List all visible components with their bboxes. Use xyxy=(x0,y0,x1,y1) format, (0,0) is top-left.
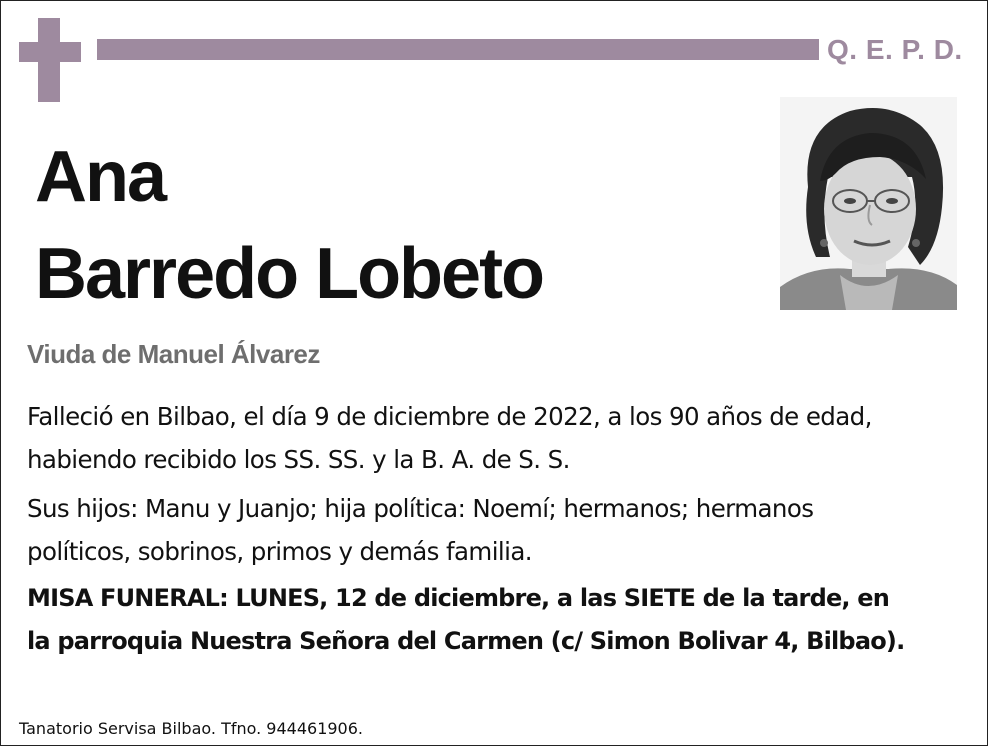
first-name: Ana xyxy=(35,137,166,217)
cross-icon xyxy=(19,18,81,102)
funeral-paragraph xyxy=(27,577,967,663)
qepd-label: Q. E. P. D. xyxy=(827,34,963,65)
header-rule xyxy=(97,39,819,60)
portrait-image xyxy=(780,97,957,310)
portrait-photo xyxy=(780,97,957,310)
funeral-line: la parroquia Nuestra Señora del Carmen (c/ Simon Bolivar 4, Bilbao). xyxy=(27,627,905,655)
family-paragraph xyxy=(27,487,967,573)
family-line: Sus hijos: Manu y Juanjo; hija política: Noemí; hermanos; hermanos xyxy=(27,494,814,523)
death-paragraph xyxy=(27,395,967,481)
funeral-line: MISA FUNERAL: LUNES, 12 de diciembre, a las SIETE de la tarde, en xyxy=(27,584,890,612)
surnames: Barredo Lobeto xyxy=(35,234,544,314)
death-line: Falleció en Bilbao, el día 9 de diciembre de 2022, a los 90 años de edad, xyxy=(27,402,872,431)
death-line: habiendo recibido los SS. SS. y la B. A. de S. S. xyxy=(27,445,570,474)
widow-of-line: Viuda de Manuel Álvarez xyxy=(27,339,320,369)
family-line: políticos, sobrinos, primos y demás familia. xyxy=(27,537,532,566)
funeral-home-footer: Tanatorio Servisa Bilbao. Tfno. 944461906. xyxy=(19,719,363,738)
